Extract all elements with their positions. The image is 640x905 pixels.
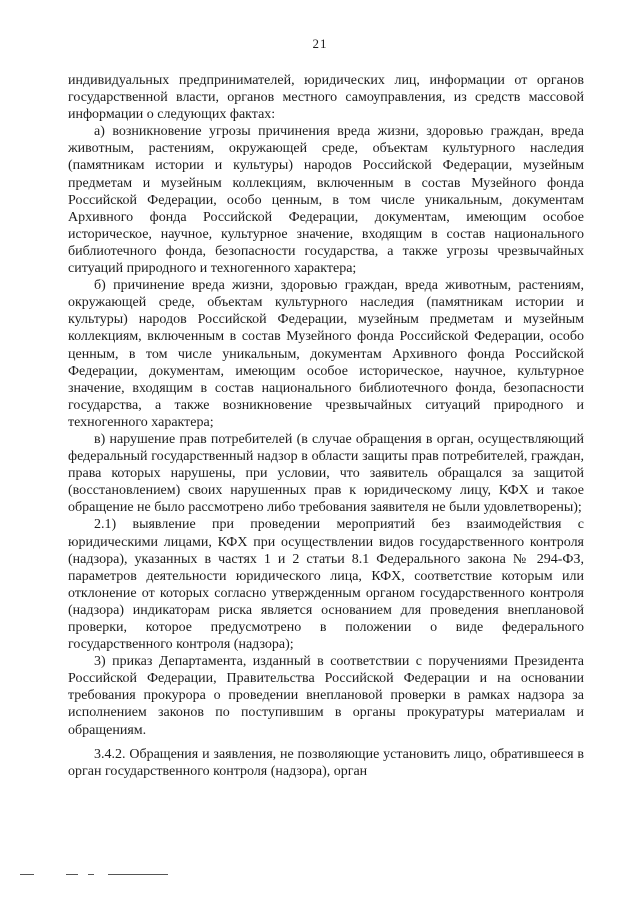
paragraph-item-2-1: 2.1) выявление при проведении мероприятий без взаимодействия с юридическими лицами, КФХ при осуществлении видов государственного контроля (надзора), указанных в частях 1 и 2 статьи 8.1 Федерального закона № 294-ФЗ, параметров деятельности юридического лица, КФХ, соответствие которым или отклонение от которых согласно утвержденным органом государственного контроля (надзора) индикаторам риска является основанием для проведения внеплановой проверки, которое предусмотрено в положении о виде федерального государственного контроля (надзора);	[68, 517, 584, 653]
scan-footer-marks	[0, 870, 640, 880]
scan-mark	[66, 874, 78, 875]
paragraph-item-b: б) причинение вреда жизни, здоровью граждан, вреда животным, растениям, окружающей среде, объектам культурного наследия (памятникам истории и культуры) народов Российской Федерации, музейным предметам и музейным коллекциям, включенным в состав Музейного фонда Российской Федерации, особо ценным, в том числе уникальным, документам Архивного фонда Российской Федерации, документам, имеющим особое историческое, научное, культурное значение, входящим в состав национального библиотечного фонда, безопасности государства, а также возникновение чрезвычайных ситуаций природного и техногенного характера;	[68, 278, 584, 430]
scan-mark	[20, 874, 34, 875]
page-number: 21	[312, 36, 328, 51]
paragraph-item-a: а) возникновение угрозы причинения вреда жизни, здоровью граждан, вреда животным, растениям, окружающей среде, объектам культурного наследия (памятникам истории и культуры) народов Российской Федерации, музейным предметам и музейным коллекциям, включенным в состав Музейного фонда Российской Федерации, особо ценным, в том числе уникальным, документам Архивного фонда Российской Федерации, документам, имеющим особое историческое, научное, культурное значение, входящим в состав национального библиотечного фонда, безопасности государства, а также угрозы чрезвычайных ситуаций природного и техногенного характера;	[68, 124, 584, 277]
paragraph-intro-continuation: индивидуальных предпринимателей, юридических лиц, информации от органов государственной власти, органов местного самоуправления, из средств массовой информации о следующих фактах:	[68, 73, 584, 123]
paragraph-section-3-4-2: 3.4.2. Обращения и заявления, не позволяющие установить лицо, обратившееся в орган государственного контроля (надзора), орган	[68, 746, 584, 779]
paragraph-item-v: в) нарушение прав потребителей (в случае обращения в орган, осуществляющий федеральный государственный надзор в области защиты прав потребителей, граждан, права которых нарушены, при условии, что заявитель обращался за защитой (восстановлением) своих нарушенных прав к юридическому лицу, КФХ и такое обращение не было рассмотрено либо требования заявителя не были удовлетворены);	[68, 431, 584, 516]
scan-mark	[108, 874, 168, 875]
document-body	[68, 72, 584, 780]
paragraph-item-3: 3) приказ Департамента, изданный в соответствии с поручениями Президента Российской Федерации, Правительства Российской Федерации и на основании требования прокурора о проведении внеплановой проверки в рамках надзора за исполнением законов по поступившим в органы прокуратуры материалам и обращениям.	[68, 654, 584, 738]
scan-mark	[88, 874, 94, 875]
